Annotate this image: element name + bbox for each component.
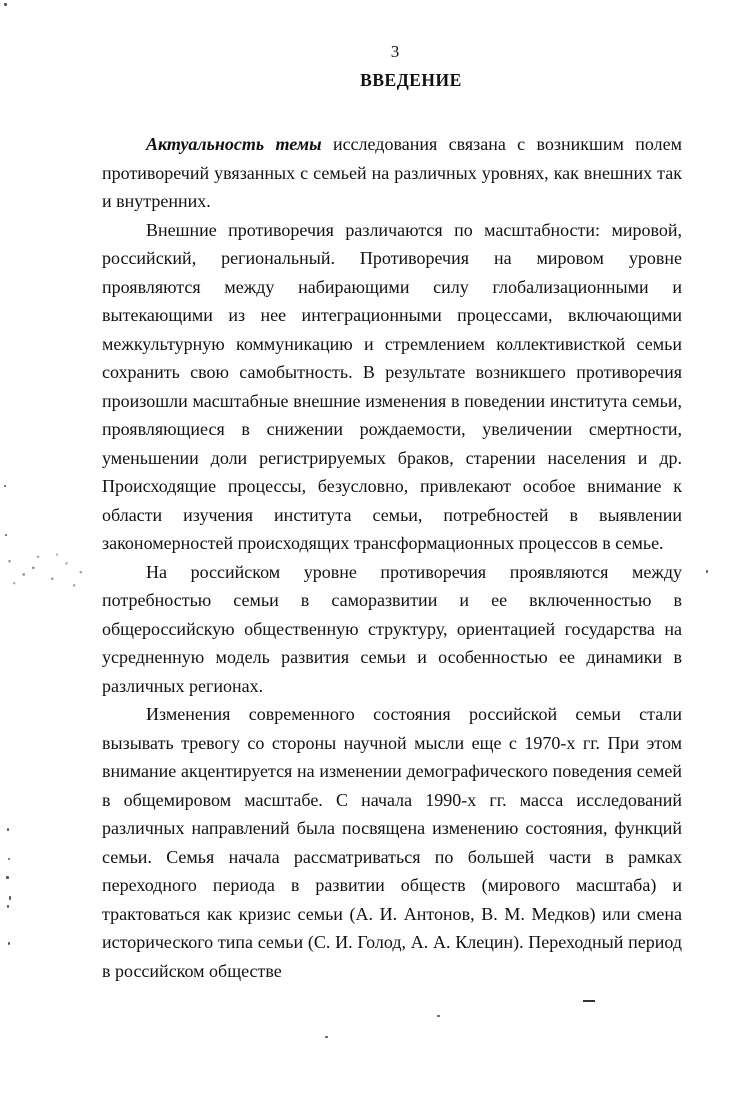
body-text [102,130,682,985]
scan-speck [7,828,9,831]
scan-speck [8,942,10,945]
scan-speck [437,1015,440,1017]
scan-dash [583,1000,595,1002]
scan-speck [9,896,11,900]
lead-term: Актуальность темы [146,134,322,154]
scan-noise [0,548,95,592]
paragraph-relevance-text: исследования связана с возникшим полем противоречий увязанных с семьей на различных уровнях, как внешних так и внутренних. [102,134,683,211]
scan-speck [325,1036,328,1038]
scan-speck [8,858,10,860]
paragraph-russian-level: На российском уровне противоречия проявляются между потребностью семьи в саморазвитии и ее включенностью в общероссийскую общественную структуру, ориентацией государства на усредненную модель развития семьи и особенностью ее динамики в различных регионах. [102,561,682,696]
scan-speck [706,570,708,573]
paragraph-relevance [102,130,682,216]
scan-speck [6,876,9,879]
paragraph-external-contradictions: Внешние противоречия различаются по масштабности: мировой, российский, региональный. Противоречия на мировом уровне проявляются между набирающими силу глобализационными и вытекающими из нее интеграционными процессами, включающими межкультурную коммуникацию и стремлением коллективисткой семьи сохранить свою самобытность. В результате возникшего противоречия произошли масштабные внешние изменения в поведении института семьи, проявляющиеся в снижении рождаемости, увеличении смертности, уменьшении доли регистрируемых браков, старении населения и др. Происходящие процессы, безусловно, привлекают особое внимание к области изучения института семьи, потребностей в выявлении закономерностей происходящих трансформационных процессов в семье. [102,219,682,553]
scan-speck [4,3,7,6]
scan-speck [7,905,9,908]
scan-speck [5,534,7,536]
page-number: 3 [390,42,400,61]
scan-speck [4,485,6,487]
page-title: ВВЕДЕНИЕ [360,70,462,90]
paragraph-family-changes: Изменения современного состояния российской семьи стали вызывать тревогу со стороны научной мысли еще с 1970-х гг. При этом внимание акцентируется на изменении демографического поведения семей в общемировом масштабе. С начала 1990-х гг. масса исследований различных направлений была посвящена изменению состояния, функций семьи. Семья начала рассматриваться по большей части в рамках переходного периода в развитии обществ (мирового масштаба) и трактоваться как кризис семьи (А. И. Антонов, В. М. Медков) или смена исторического типа семьи (С. И. Голод, А. А. Клецин). Переходный период в российском обществе [102,704,682,981]
